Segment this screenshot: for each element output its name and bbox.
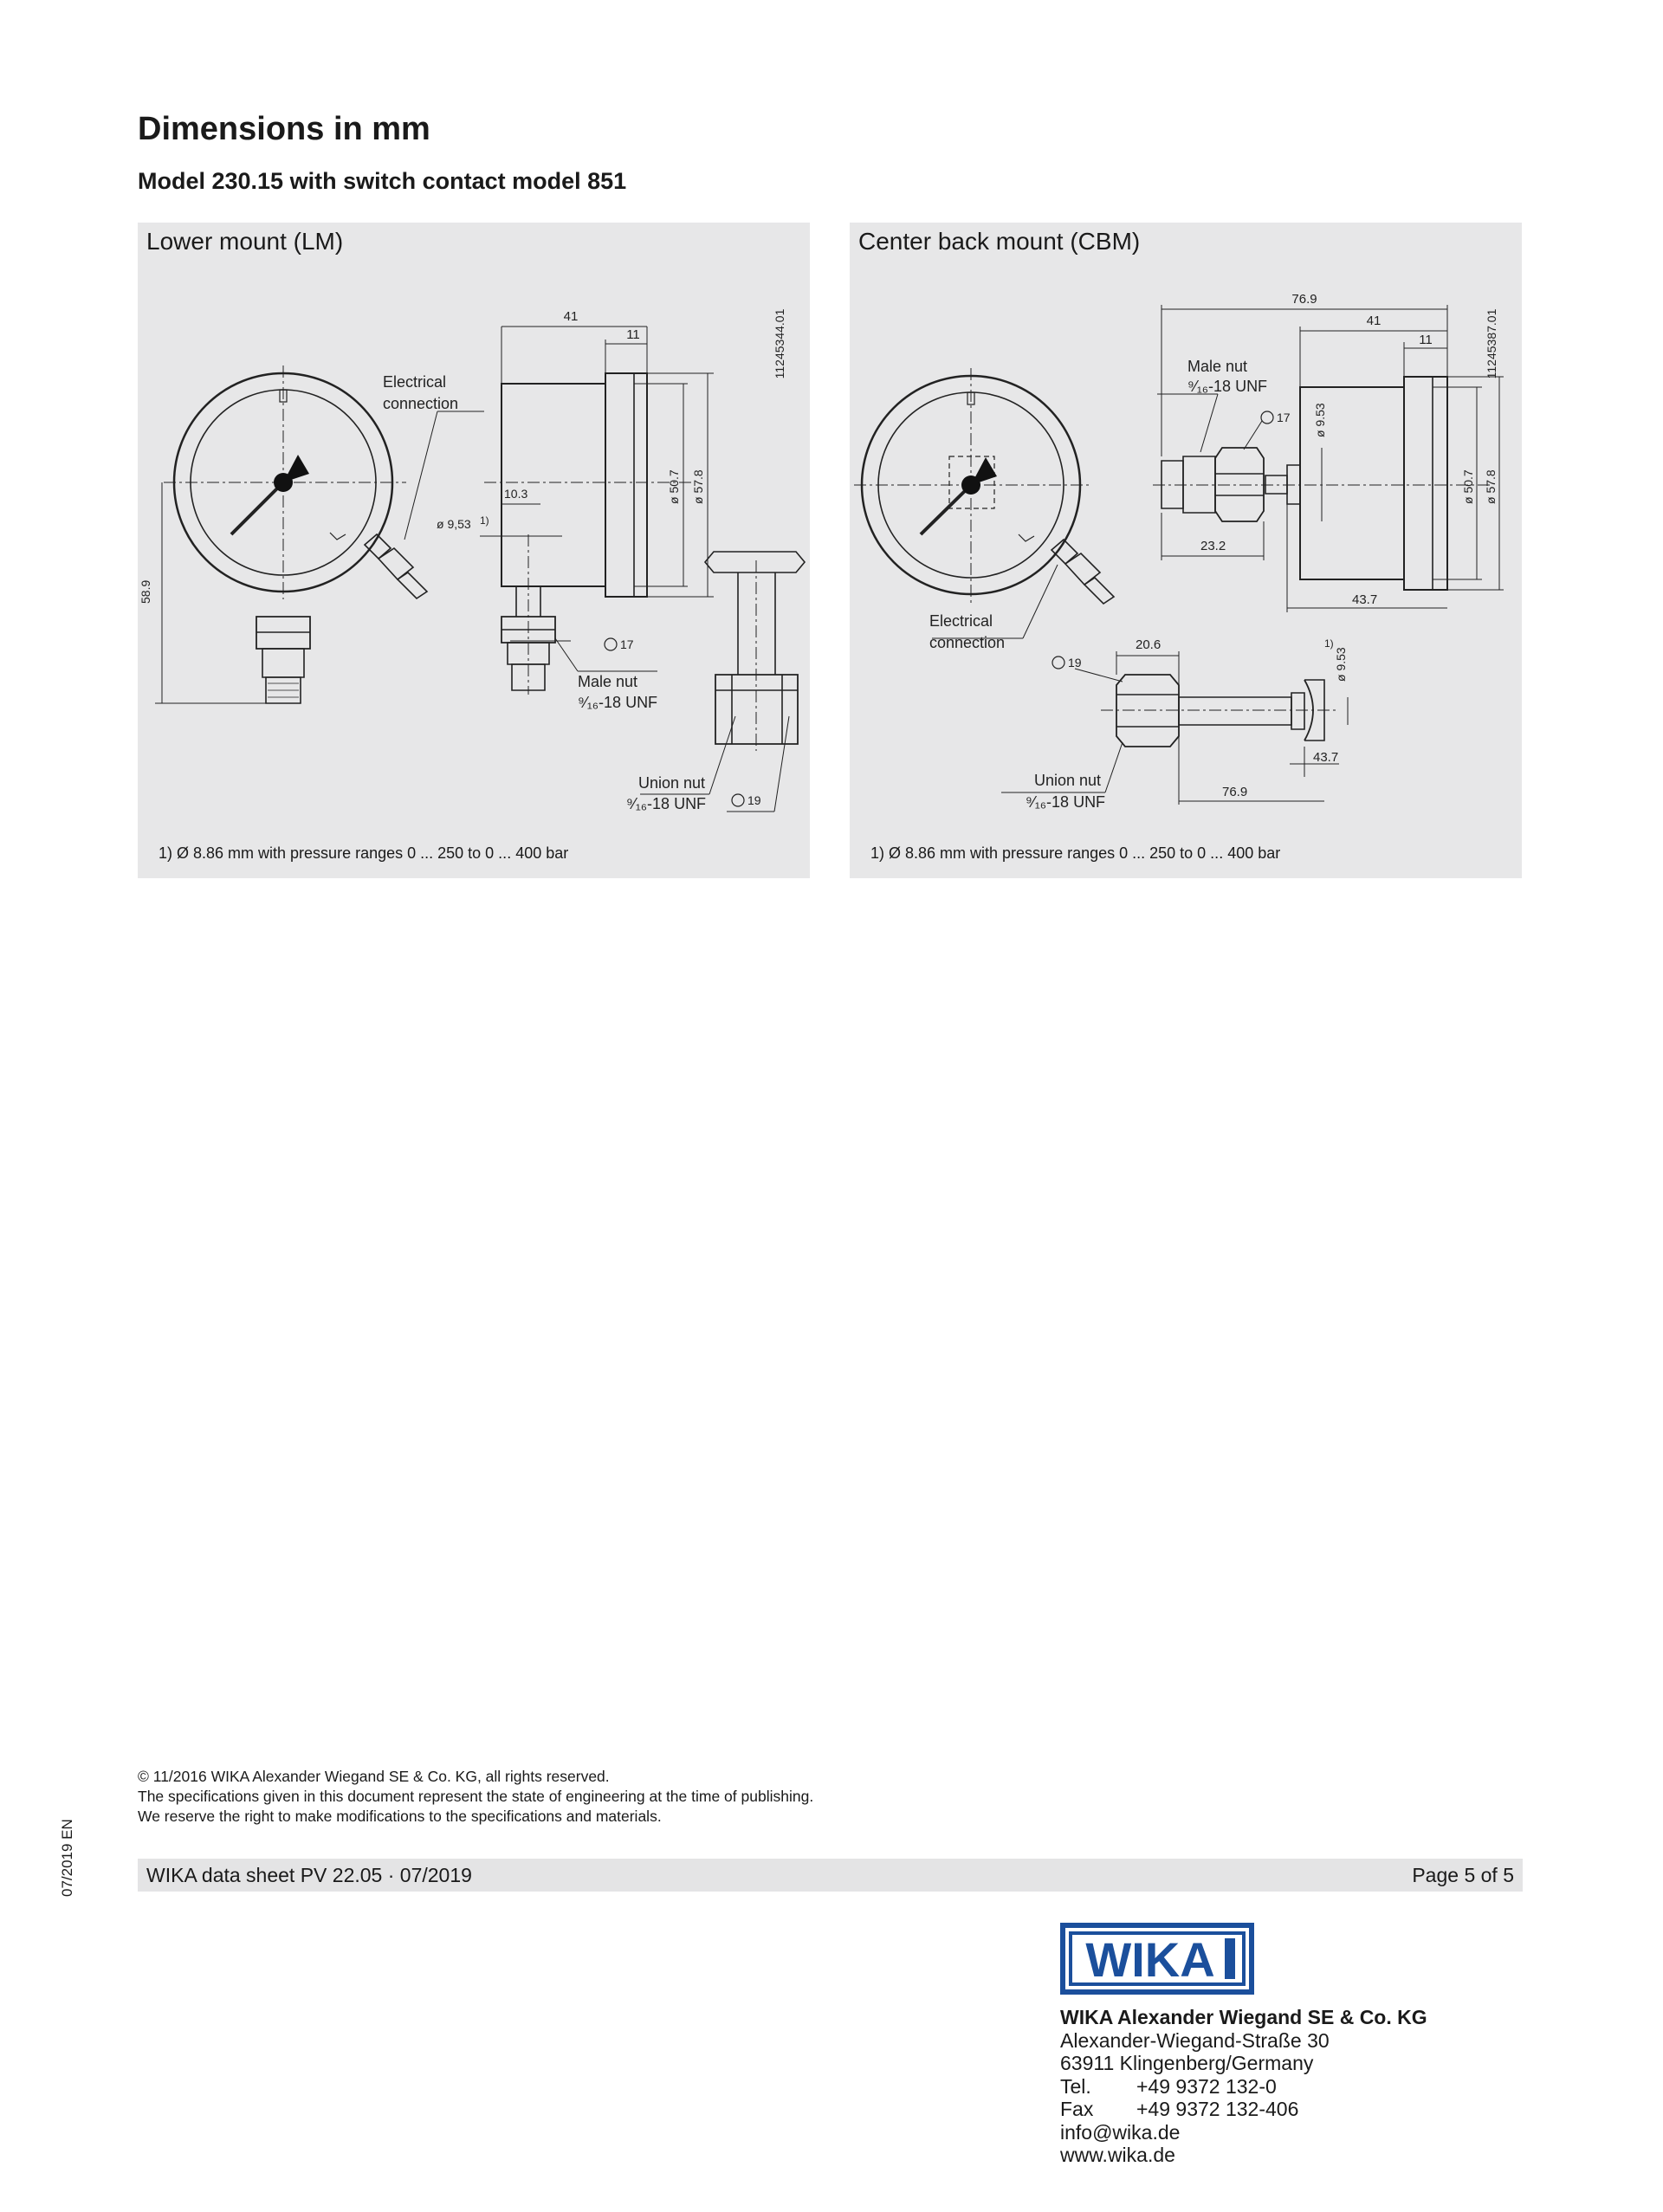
dim-20-6: 20.6: [1136, 637, 1162, 652]
footnote-mark: 1): [480, 514, 489, 527]
dim-50-7: ø 50.7: [1461, 469, 1475, 504]
side-date-label: 07/2019 EN: [59, 1819, 75, 1897]
footer-bar: [138, 1859, 1523, 1892]
legal-notice: [138, 1767, 813, 1827]
page-title: Dimensions in mm: [138, 111, 430, 147]
dim-19: 19: [1068, 656, 1082, 669]
dim-23-2: 23.2: [1200, 539, 1226, 553]
center-back-mount-drawing: [850, 223, 1522, 878]
legal-line: © 11/2016 WIKA Alexander Wiegand SE & Co. KG, all rights reserved.: [138, 1768, 610, 1785]
label-electrical: Electrical: [383, 373, 447, 391]
dim-50-7: ø 50.7: [667, 469, 681, 504]
label-male-nut: Male nut: [578, 673, 638, 690]
dim-11: 11: [1419, 333, 1433, 347]
dim-9-53: ø 9,53: [437, 517, 471, 531]
fax-label: Fax: [1060, 2098, 1094, 2120]
label-union-nut-thread: ⁹⁄₁₆-18 UNF: [626, 795, 707, 812]
legal-line: The specifications given in this document represent the state of engineering at the time of publishing.: [138, 1788, 814, 1805]
lower-mount-panel: [138, 223, 810, 878]
lower-mount-drawing: [138, 223, 810, 878]
tel-label: Tel.: [1060, 2074, 1091, 2098]
company-name: WIKA Alexander Wiegand SE & Co. KG: [1060, 2006, 1427, 2028]
dim-43-7: 43.7: [1352, 592, 1378, 607]
company-street: Alexander-Wiegand-Straße 30: [1060, 2028, 1330, 2052]
drawing-id: 11245344.01: [773, 308, 786, 379]
wika-logo: [1060, 1923, 1254, 1995]
dim-11: 11: [626, 327, 640, 342]
label-connection: connection: [929, 634, 1006, 651]
dim-57-8: ø 57.8: [691, 469, 705, 504]
logo-text: WIKA: [1085, 1932, 1215, 1987]
dim-17: 17: [1277, 411, 1291, 424]
label-male-nut-thread: ⁹⁄₁₆-18 UNF: [578, 694, 658, 711]
gauge-pointer: [231, 482, 283, 534]
page-number: Page 5 of 5: [1412, 1864, 1514, 1886]
label-union-nut-thread: ⁹⁄₁₆-18 UNF: [1026, 793, 1106, 811]
datasheet-reference: WIKA data sheet PV 22.05 · 07/2019: [146, 1864, 472, 1886]
tel-number[interactable]: +49 9372 132-0: [1136, 2074, 1277, 2098]
panel-title: Center back mount (CBM): [858, 228, 1141, 255]
label-union-nut: Union nut: [1034, 772, 1102, 789]
company-tel-row: [1060, 2075, 1427, 2099]
dim-17: 17: [620, 637, 634, 651]
dim-41: 41: [563, 309, 579, 324]
label-union-nut: Union nut: [638, 774, 706, 792]
dim-41: 41: [1366, 314, 1382, 328]
fax-number: +49 9372 132-406: [1136, 2098, 1299, 2120]
label-male-nut: Male nut: [1187, 358, 1248, 375]
dim-19: 19: [747, 793, 761, 807]
dim-10-3: 10.3: [504, 487, 528, 501]
footnote-mark: 1): [1324, 637, 1334, 650]
gauge-pointer: [921, 485, 971, 534]
panel-footnote: 1) Ø 8.86 mm with pressure ranges 0 ... 250 to 0 ... 400 bar: [159, 844, 569, 862]
company-fax-row: [1060, 2098, 1427, 2121]
panel-footnote: 1) Ø 8.86 mm with pressure ranges 0 ... 250 to 0 ... 400 bar: [870, 844, 1281, 862]
dim-58-9: 58.9: [139, 579, 152, 604]
company-city: 63911 Klingenberg/Germany: [1060, 2052, 1314, 2074]
label-connection: connection: [383, 395, 459, 412]
label-electrical: Electrical: [929, 612, 993, 630]
dim-76-9: 76.9: [1291, 292, 1317, 307]
company-email[interactable]: info@wika.de: [1060, 2120, 1181, 2144]
dim-57-8: ø 57.8: [1484, 469, 1498, 504]
legal-line: We reserve the right to make modifications to the specifications and materials.: [138, 1808, 662, 1825]
drawing-id: 11245387.01: [1485, 308, 1498, 379]
dim-76-9-lower: 76.9: [1222, 785, 1248, 799]
page-subtitle: Model 230.15 with switch contact model 851: [138, 168, 627, 194]
company-website[interactable]: www.wika.de: [1060, 2144, 1175, 2166]
dim-43-7-lower: 43.7: [1313, 750, 1339, 765]
panel-title: Lower mount (LM): [146, 228, 344, 255]
company-address: [1060, 2006, 1427, 2167]
center-back-mount-panel: [850, 223, 1522, 878]
label-male-nut-thread: ⁹⁄₁₆-18 UNF: [1187, 378, 1268, 395]
dim-9-53: ø 9.53: [1313, 403, 1327, 437]
dim-9-53-lower: ø 9.53: [1334, 647, 1348, 682]
